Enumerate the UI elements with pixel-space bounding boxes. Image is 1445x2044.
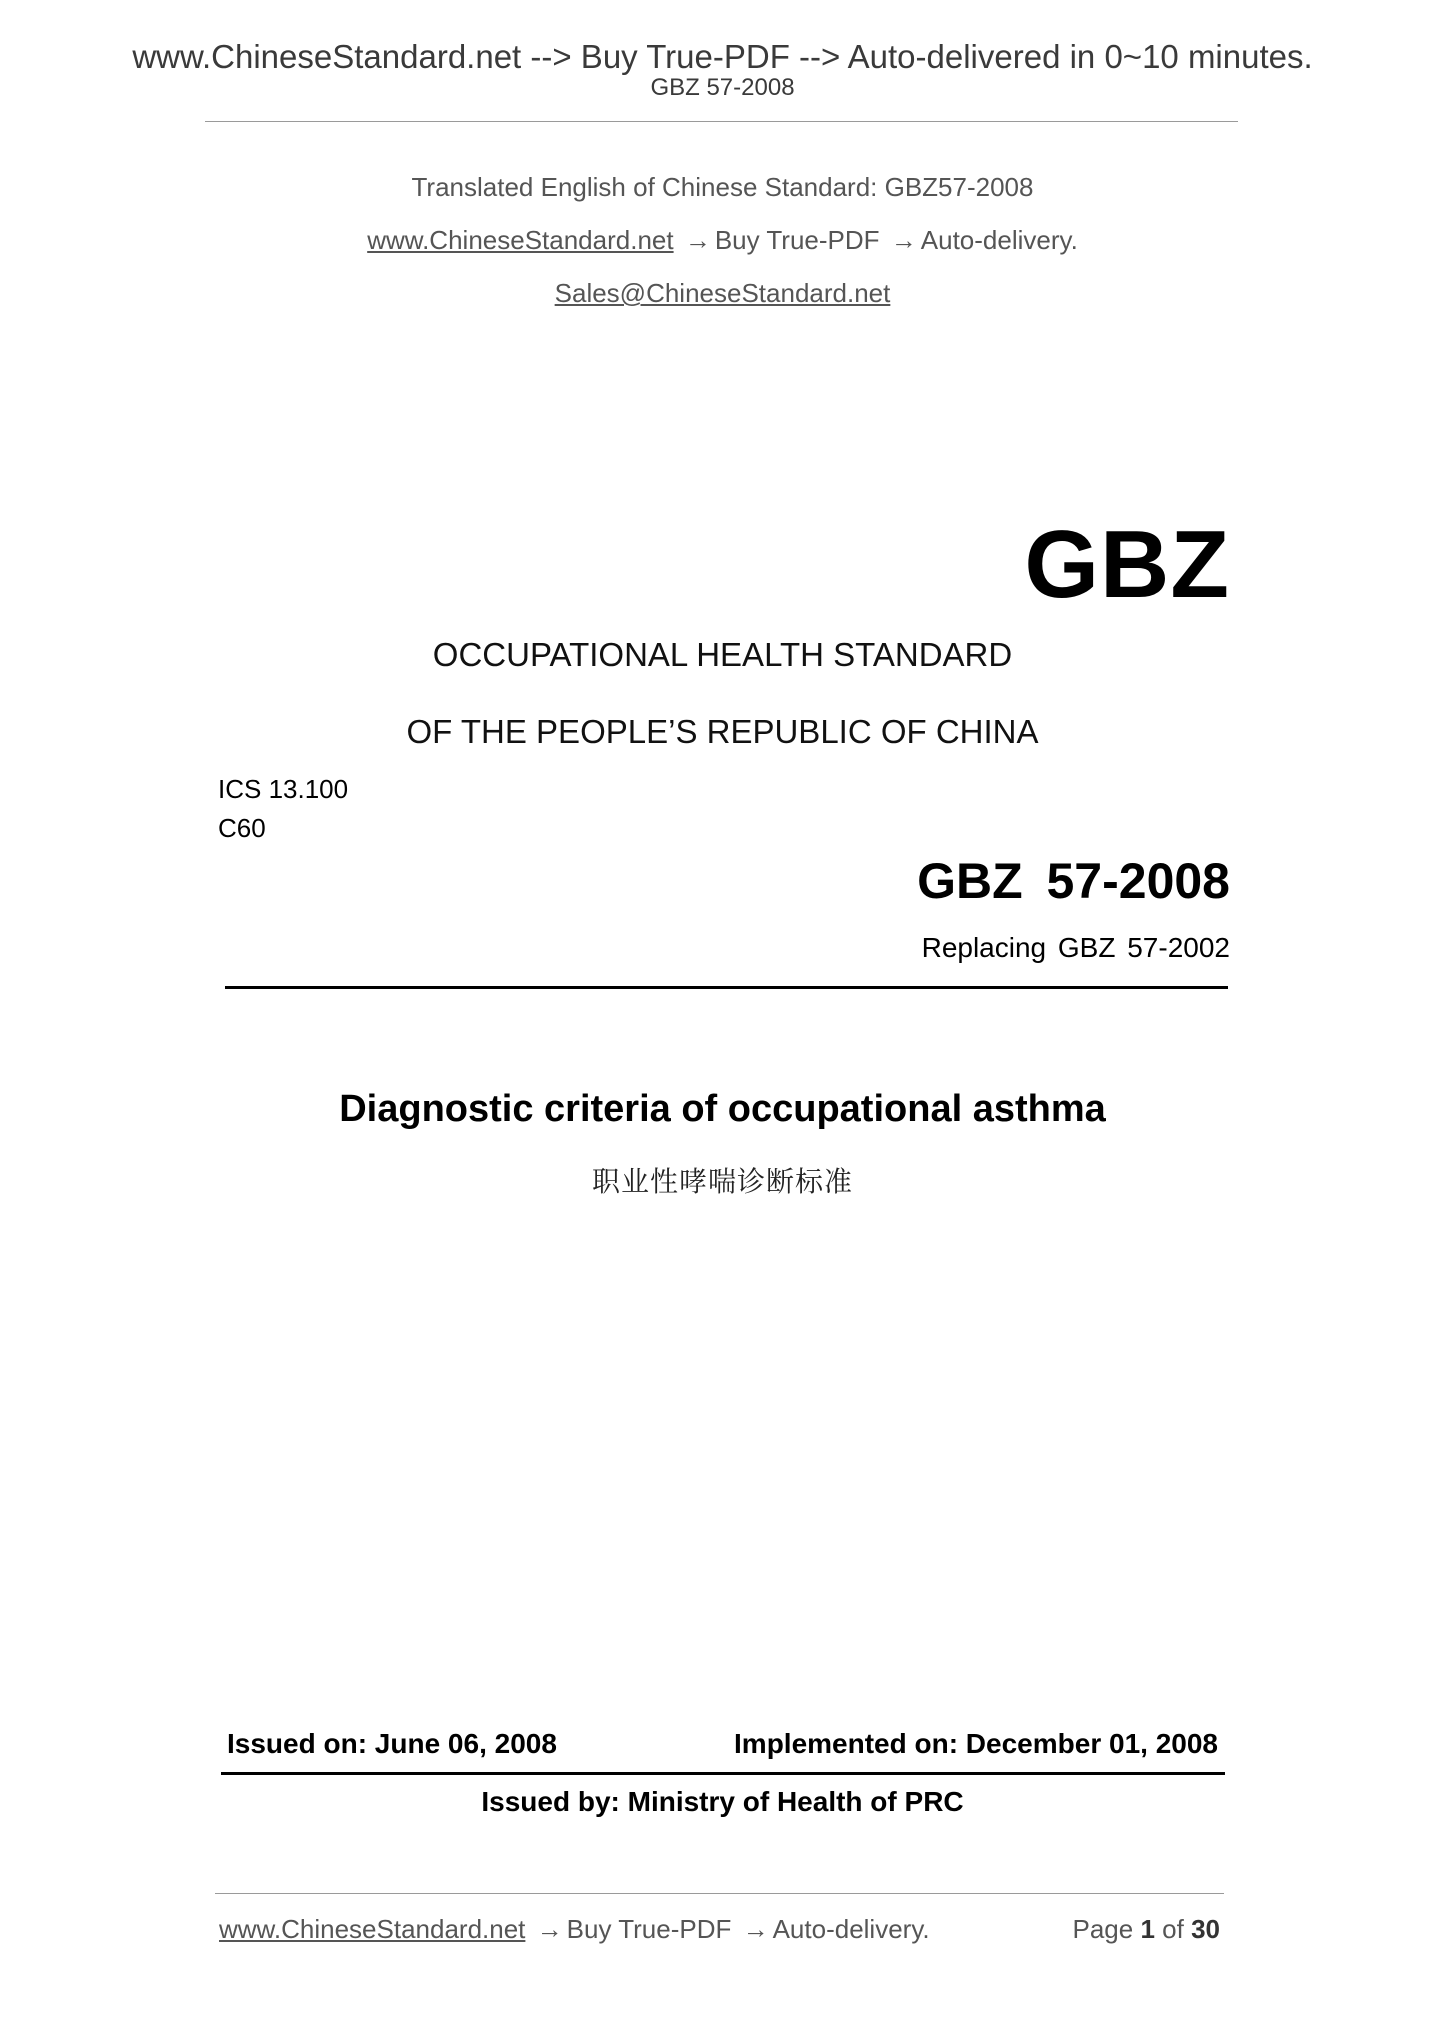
issued-by: Issued by: Ministry of Health of PRC [481, 1786, 964, 1817]
page-indicator [1072, 1914, 1220, 1945]
issued-divider [221, 1772, 1225, 1775]
buy-text: Buy True-PDF [714, 225, 880, 255]
ics-code: ICS 13.100 [218, 774, 349, 804]
doc-number: GBZ 57-2008 [917, 853, 1230, 909]
email-line [0, 278, 1445, 309]
footer-delivery-line [219, 1914, 930, 1945]
page-label: Page [1072, 1914, 1134, 1944]
class-code: C60 [218, 813, 266, 843]
delivery-text: Auto-delivery. [920, 225, 1078, 255]
implemented-on: Implemented on: December 01, 2008 [734, 1728, 1218, 1759]
footer-divider [215, 1893, 1224, 1894]
heading-line-2: OF THE PEOPLE’S REPUBLIC OF CHINA [406, 713, 1039, 750]
footer-site-link[interactable]: www.ChineseStandard.net [219, 1914, 526, 1944]
top-banner: www.ChineseStandard.net --> Buy True-PDF --> Auto-delivered in 0~10 minutes. [132, 38, 1313, 75]
document-title-cn: 职业性哮喘诊断标准 [591, 1165, 853, 1198]
cover-divider [225, 986, 1228, 989]
page-current: 1 [1140, 1914, 1155, 1944]
email-link[interactable]: Sales@ChineseStandard.net [554, 278, 891, 308]
intro-delivery-line [0, 225, 1445, 256]
heading-line-1: OCCUPATIONAL HEALTH STANDARD [432, 636, 1013, 673]
arrow-right-icon: → [742, 1914, 769, 1944]
running-doc-id: GBZ 57-2008 [650, 74, 795, 101]
arrow-right-icon: → [890, 225, 917, 255]
footer-delivery-text: Auto-delivery. [772, 1914, 930, 1944]
footer-buy-text: Buy True-PDF [566, 1914, 732, 1944]
replacing-note: Replacing GBZ 57-2002 [921, 932, 1230, 963]
site-link[interactable]: www.ChineseStandard.net [367, 225, 674, 255]
header-divider [205, 121, 1238, 122]
document-title: Diagnostic criteria of occupational asthma [339, 1088, 1106, 1130]
page-of: of [1162, 1914, 1184, 1944]
translated-line: Translated English of Chinese Standard: GBZ57-2008 [411, 172, 1034, 202]
arrow-right-icon: → [684, 225, 711, 255]
page-total: 30 [1191, 1914, 1220, 1944]
gbz-logo-text: GBZ [1024, 511, 1230, 618]
arrow-right-icon: → [536, 1914, 563, 1944]
issued-on: Issued on: June 06, 2008 [227, 1728, 557, 1759]
